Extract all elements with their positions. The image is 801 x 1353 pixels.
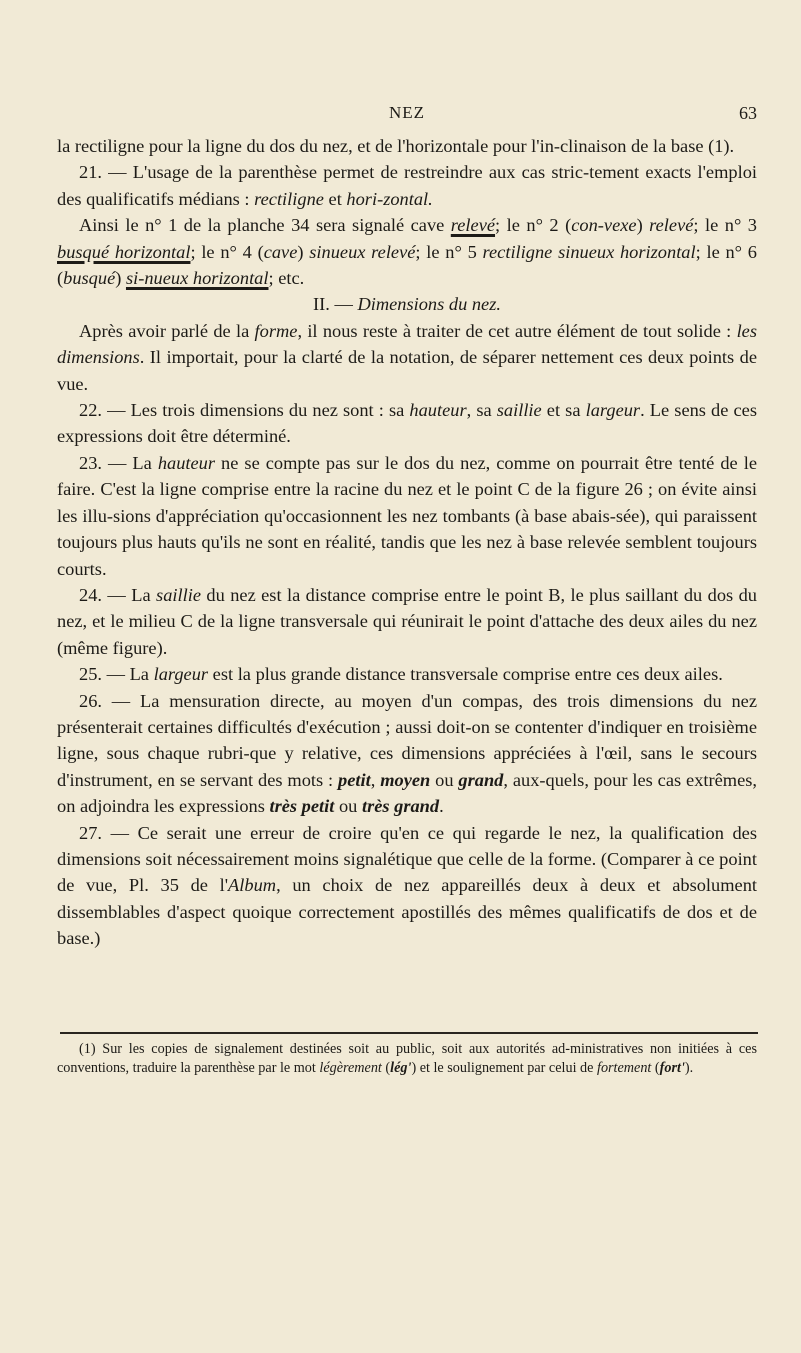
section-heading: II. — Dimensions du nez. xyxy=(313,294,501,315)
running-title: NEZ xyxy=(388,103,426,122)
paragraph-25: 25. — La largeur est la plus grande distance transversale comprise entre ces deux ailes. xyxy=(79,664,723,685)
page-number: 63 xyxy=(739,103,757,123)
paragraph-26: 26. — La mensuration directe, au moyen d'un compas, des trois dimensions du nez présenterait certaines difficultés d'exécution ; aussi doit-on se contenter d'indiquer en troisième ligne, sous chaque rubri-que y relative, ces dimensions appréciées à l'œil, sans le secours d'instrument, en se servant des mots : petit, moyen ou grand, aux-quels, pour les cas extrêmes, on adjoindra les expressions très petit ou très grand. xyxy=(57,690,758,817)
paragraph-24: 24. — La saillie du nez est la distance comprise entre le point B, le plus saillant du dos du nez, et le milieu C de la ligne transversale qui réunirait le point d'attache des deux ailes du nez (même figure). xyxy=(57,584,757,658)
paragraph-23: 23. — La hauteur ne se compte pas sur le dos du nez, comme on pourrait être tenté de le faire. C'est la ligne comprise entre la racine du nez et le point C de la figure 26 ; on évite ainsi les illu-sions d'appréciation qu'occasionnent les nez tombants (à base abais-sée), qui paraissent toujours plus hauts qu'ils ne sont en réalité, tandis que les nez à base relevée semblent toujours courts. xyxy=(57,452,757,579)
footnote-rule xyxy=(60,1032,758,1034)
footnote xyxy=(57,1040,757,1078)
paragraph-21-example: Ainsi le n° 1 de la planche 34 sera signalé cave relevé; le n° 2 (con-vexe) relevé; le n° 3 busqué horizontal; le n° 4 (cave) sinueux relevé; le n° 5 rectiligne sinueux horizontal; le n° 6 (busqué) si-nueux horizontal; etc. xyxy=(57,215,757,289)
paragraph-continuation: la rectiligne pour la ligne du dos du nez, et de l'horizontale pour l'in-clinaison de la base (1). xyxy=(57,136,735,156)
paragraph-22: 22. — Les trois dimensions du nez sont : sa hauteur, sa saillie et sa largeur. Le sens de ces expressions doit être déterminé. xyxy=(57,400,757,447)
paragraph-21: 21. — L'usage de la parenthèse permet de restreindre aux cas stric-tement exacts l'emploi des qualificatifs médians : rectiligne et hori-zontal. xyxy=(57,162,757,209)
footnote-text: (1) Sur les copies de signalement destinées soit au public, soit aux autorités ad-ministratives non initiées à ces conventions, traduire la parenthèse par le mot légèrement (lég') et le soulignement par celui de fortement (fort'). xyxy=(57,1041,757,1076)
paragraph-27: 27. — Ce serait une erreur de croire qu'en ce qui regarde le nez, la qualification des dimensions soit nécessairement moins signalétique que celle de la forme. (Comparer à ce point de vue, Pl. 35 de l'Album, un choix de nez appareillés deux à deux et absolument dissemblables d'aspect quoique correctement apostillés des mêmes qualificatifs de dos et de base.) xyxy=(57,822,757,949)
paragraph-intro: Après avoir parlé de la forme, il nous reste à traiter de cet autre élément de tout solide : les dimensions. Il importait, pour la clarté de la notation, de séparer nettement ces deux points de vue. xyxy=(57,320,757,394)
running-header xyxy=(57,103,757,129)
main-text xyxy=(57,133,757,952)
